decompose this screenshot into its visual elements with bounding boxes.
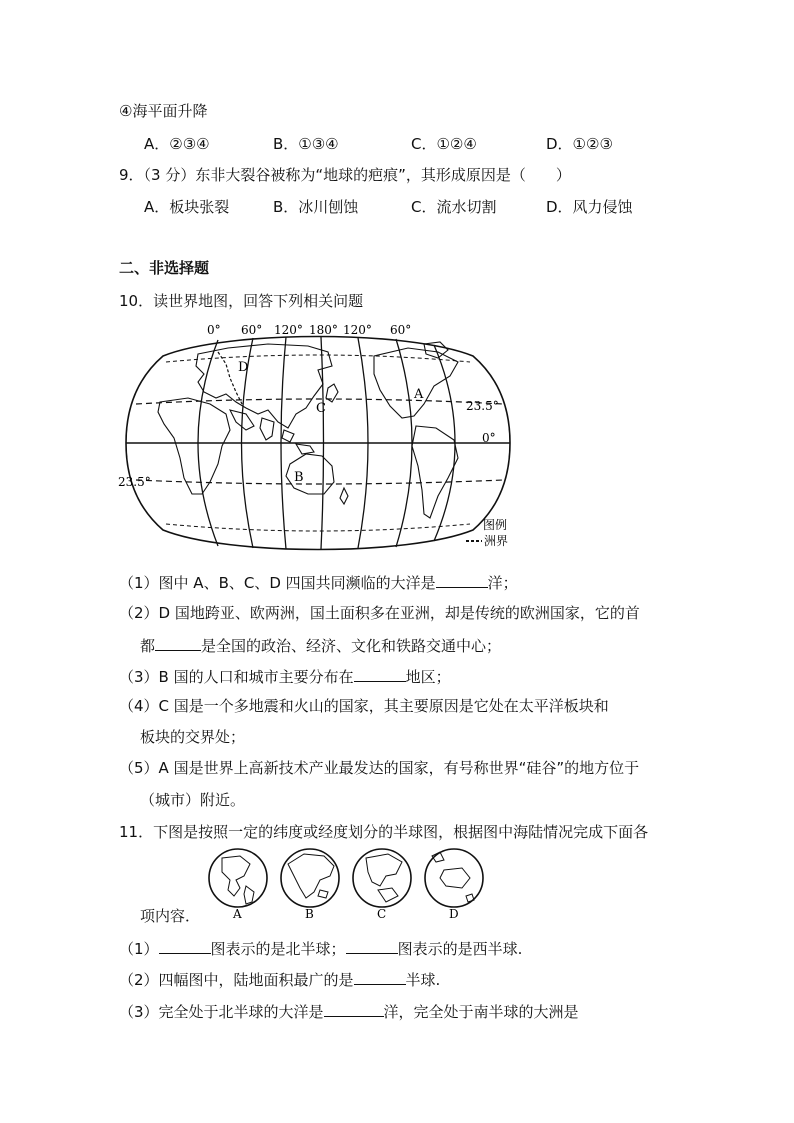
map-longitude-label: 180°: [309, 323, 338, 337]
q8-option-a: A．②③④: [144, 135, 210, 153]
q10-part-5-line-2: （城市）附近。: [140, 791, 246, 809]
map-longitude-label: 0°: [207, 323, 221, 337]
map-longitude-label: 60°: [390, 323, 412, 337]
map-label-c: C: [316, 401, 326, 416]
q9-option-d: D．风力侵蚀: [546, 198, 633, 216]
tropic-south: [136, 480, 503, 484]
q11-part-1: （1） 图表示的是北半球； 图表示的是西半球.: [119, 937, 522, 959]
map-longitude-label: 120°: [343, 323, 372, 337]
q11-part-2: （2）四幅图中，陆地面积最广的是 半球.: [119, 968, 440, 990]
q10-part-2-line-2: 都 是全国的政治、经济、文化和铁路交通中心；: [140, 634, 501, 656]
map-legend-title: 图例: [483, 518, 508, 532]
q10-part-3: （3）B 国的人口和城市主要分布在 地区；: [119, 665, 451, 687]
q8-option-c: C．①②④: [411, 135, 477, 153]
q10-part-4-line-2: 板块的交界处；: [140, 728, 246, 746]
globe-label-d: D: [449, 907, 459, 921]
globe-label-b: B: [305, 907, 314, 921]
globe-b: [281, 849, 339, 921]
q10-part-4-line-1: （4）C 国是一个多地震和火山的国家，其主要原因是它处在太平洋板块和: [119, 697, 609, 715]
world-map: [118, 318, 533, 558]
q11-stem-line-1: 11．下图是按照一定的纬度或经度划分的半球图，根据图中海陆情况完成下面各: [119, 823, 649, 841]
q10-part-1: （1）图中 A、B、C、D 四国共同濒临的大洋是 洋；: [119, 571, 518, 593]
q8-option-d: D．①②③: [546, 135, 613, 153]
q10-stem: 10．读世界地图，回答下列相关问题: [119, 292, 364, 310]
map-lat-south-label: 23.5°: [118, 475, 151, 489]
q9-stem: 9．（3 分）东非大裂谷被称为“地球的疤痕”，其形成原因是（ ）: [119, 166, 571, 184]
section-title: 二、非选择题: [119, 259, 210, 277]
globe-a: [209, 849, 267, 921]
q10-part-5-line-1: （5）A 国是世界上高新技术产业最发达的国家，有号称世界“硅谷”的地方位于: [119, 759, 640, 777]
q8-option-b: B．①③④: [273, 135, 339, 153]
q9-option-b: B．冰川刨蚀: [273, 198, 359, 216]
q9-option-a: A．板块张裂: [144, 198, 230, 216]
q9-option-c: C．流水切割: [411, 198, 497, 216]
globe-label-c: C: [377, 907, 387, 921]
map-label-d: D: [238, 360, 249, 375]
map-longitude-label: 120°: [274, 323, 303, 337]
map-label-b: B: [294, 470, 304, 485]
map-longitude-label: 60°: [241, 323, 263, 337]
globe-label-a: A: [233, 907, 242, 921]
globe-d: [425, 849, 483, 921]
map-equator-label: 0°: [482, 431, 496, 445]
map-legend-item: 洲界: [484, 534, 509, 548]
q11-part-3: （3）完全处于北半球的大洋是 洋，完全处于南半球的大洲是: [119, 1000, 579, 1022]
map-lat-north-label: 23.5°: [466, 399, 499, 413]
hemisphere-globes: [200, 846, 490, 926]
continents: [158, 342, 458, 518]
q10-part-2-line-1: （2）D 国地跨亚、欧两洲，国土面积多在亚洲，却是传统的欧洲国家，它的首: [119, 604, 640, 622]
globe-c: [353, 849, 411, 921]
q8-item-4: ④海平面升降: [119, 102, 208, 120]
map-label-a: A: [414, 387, 424, 402]
q11-stem-line-2: 项内容．: [140, 907, 201, 925]
